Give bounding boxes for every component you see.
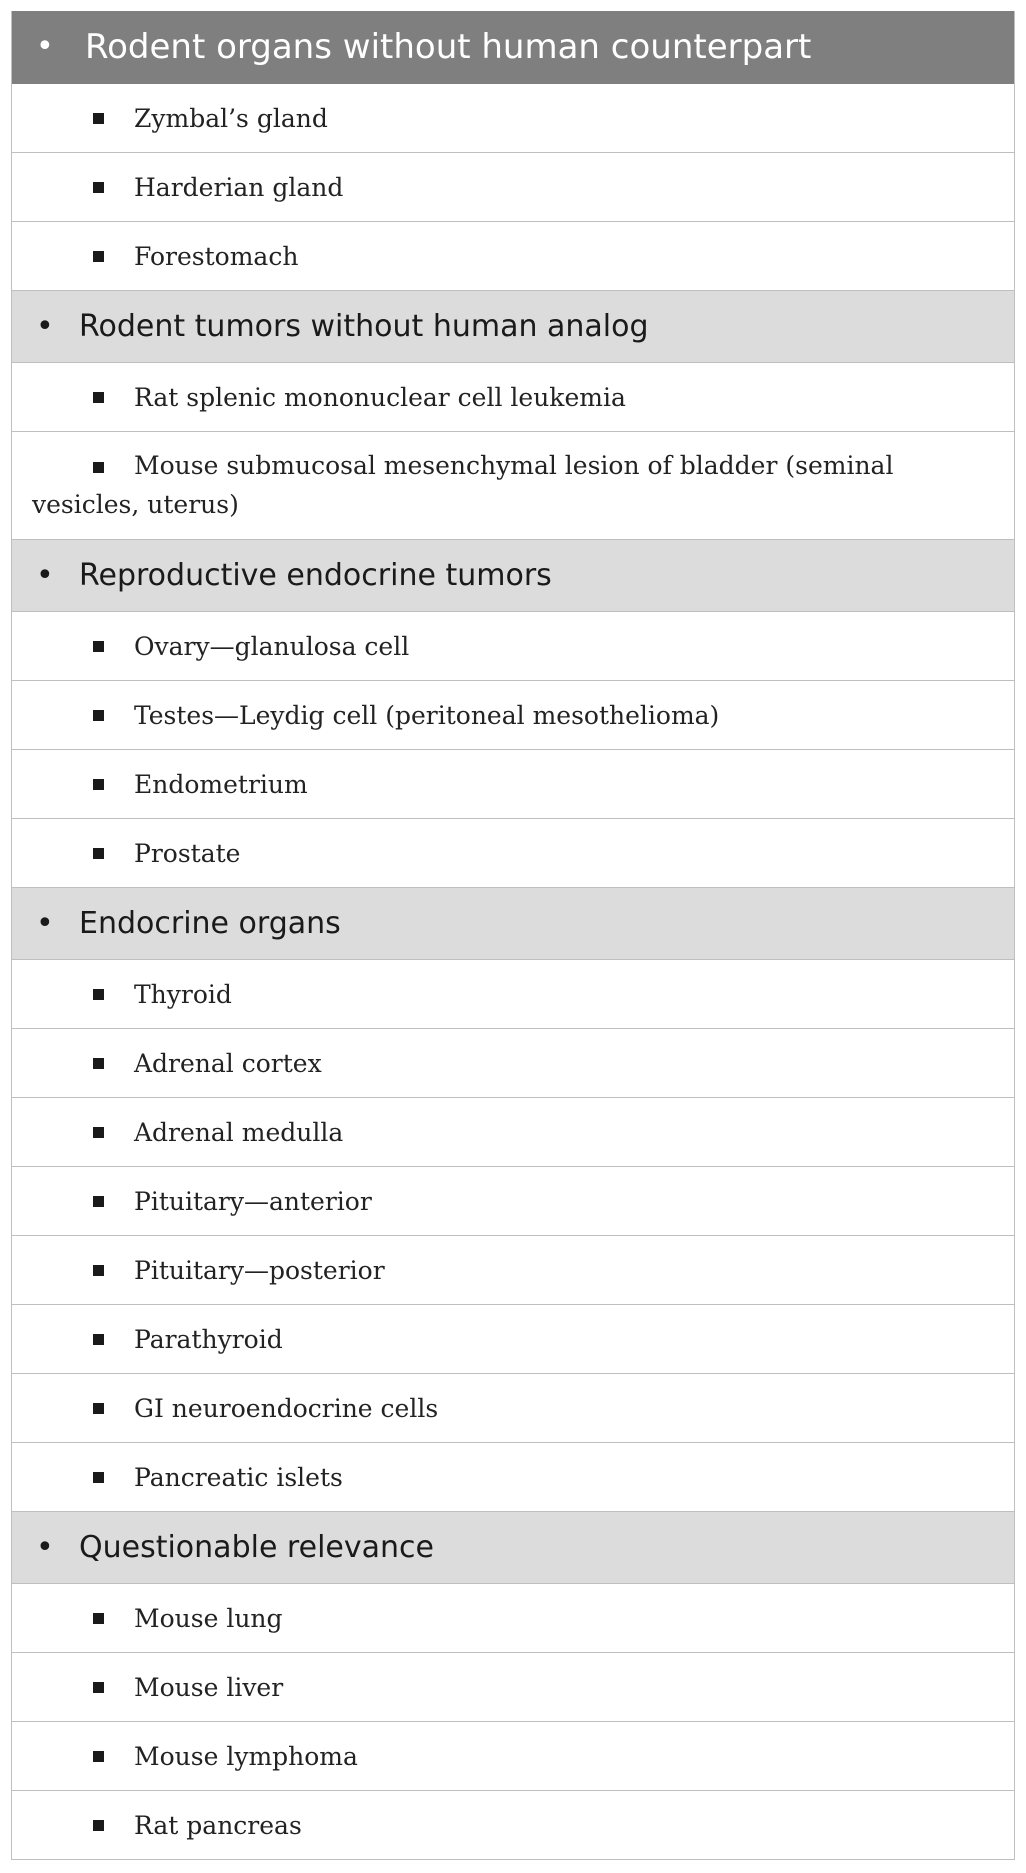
item-label: GI neuroendocrine cells	[134, 1393, 439, 1423]
list-item	[12, 681, 1014, 750]
square-bullet-icon	[93, 779, 104, 790]
list-item	[12, 84, 1014, 153]
item-label: Mouse lymphoma	[134, 1741, 358, 1771]
list-item	[12, 1584, 1014, 1653]
item-label: Adrenal medulla	[134, 1117, 344, 1147]
item-label: Forestomach	[134, 241, 299, 271]
item-label: Rat pancreas	[134, 1810, 302, 1840]
square-bullet-icon	[93, 641, 104, 652]
table-header	[12, 11, 1014, 84]
square-bullet-icon	[93, 1751, 104, 1762]
square-bullet-icon	[93, 710, 104, 721]
section-header	[12, 291, 1014, 363]
square-bullet-icon	[93, 182, 104, 193]
list-item	[12, 819, 1014, 888]
section-title: Rodent tumors without human analog	[79, 309, 649, 344]
list-item	[12, 1167, 1014, 1236]
section-header	[12, 888, 1014, 960]
section-header	[12, 540, 1014, 612]
square-bullet-icon	[93, 848, 104, 859]
list-item	[12, 1029, 1014, 1098]
list-item	[12, 363, 1014, 432]
item-label: Endometrium	[134, 769, 308, 799]
item-label: Thyroid	[134, 979, 232, 1009]
item-label: Testes—Leydig cell (peritoneal mesothelioma)	[134, 700, 720, 730]
item-label: Adrenal cortex	[134, 1048, 322, 1078]
list-item	[12, 750, 1014, 819]
list-item	[12, 612, 1014, 681]
item-label: Harderian gland	[134, 172, 344, 202]
section-header	[12, 1512, 1014, 1584]
list-item	[12, 960, 1014, 1029]
item-label: Mouse lung	[134, 1603, 283, 1633]
section-title: Endocrine organs	[79, 906, 341, 941]
bullet-icon: •	[36, 308, 54, 344]
bullet-icon: •	[36, 1529, 54, 1565]
item-label: Prostate	[134, 838, 241, 868]
item-label: Parathyroid	[134, 1324, 283, 1354]
square-bullet-icon	[93, 1403, 104, 1414]
square-bullet-icon	[93, 1265, 104, 1276]
item-label: Pituitary—anterior	[134, 1186, 372, 1216]
item-label: Pituitary—posterior	[134, 1255, 385, 1285]
square-bullet-icon	[93, 392, 104, 403]
bullet-icon: •	[36, 557, 54, 593]
square-bullet-icon	[93, 251, 104, 262]
list-item	[12, 1305, 1014, 1374]
item-label: Mouse submucosal mesenchymal lesion of bladder (seminal vesicles, uterus)	[32, 451, 894, 519]
square-bullet-icon	[93, 1196, 104, 1207]
item-label: Pancreatic islets	[134, 1462, 343, 1492]
list-item	[12, 1791, 1014, 1860]
list-item	[12, 1722, 1014, 1791]
square-bullet-icon	[93, 1613, 104, 1624]
item-label: Mouse liver	[134, 1672, 284, 1702]
item-label: Ovary—glanulosa cell	[134, 631, 410, 661]
header-title: Rodent organs without human counterpart	[85, 27, 812, 67]
list-item	[12, 1236, 1014, 1305]
list-item	[12, 1443, 1014, 1512]
square-bullet-icon	[93, 989, 104, 1000]
square-bullet-icon	[93, 1682, 104, 1693]
list-item	[12, 1374, 1014, 1443]
item-label: Zymbal’s gland	[134, 103, 328, 133]
item-label: Rat splenic mononuclear cell leukemia	[134, 382, 626, 412]
bullet-icon: •	[36, 29, 54, 64]
square-bullet-icon	[93, 1472, 104, 1483]
list-item	[12, 432, 1014, 540]
list-item	[12, 1653, 1014, 1722]
square-bullet-icon	[93, 1127, 104, 1138]
list-item	[12, 1098, 1014, 1167]
square-bullet-icon	[93, 1058, 104, 1069]
list-item	[12, 153, 1014, 222]
square-bullet-icon	[93, 113, 104, 124]
section-title: Questionable relevance	[79, 1530, 434, 1565]
bullet-icon: •	[36, 905, 54, 941]
square-bullet-icon	[93, 1820, 104, 1831]
section-title: Reproductive endocrine tumors	[79, 558, 552, 593]
list-item	[12, 222, 1014, 291]
square-bullet-icon	[93, 1334, 104, 1345]
criteria-table	[11, 11, 1015, 1860]
